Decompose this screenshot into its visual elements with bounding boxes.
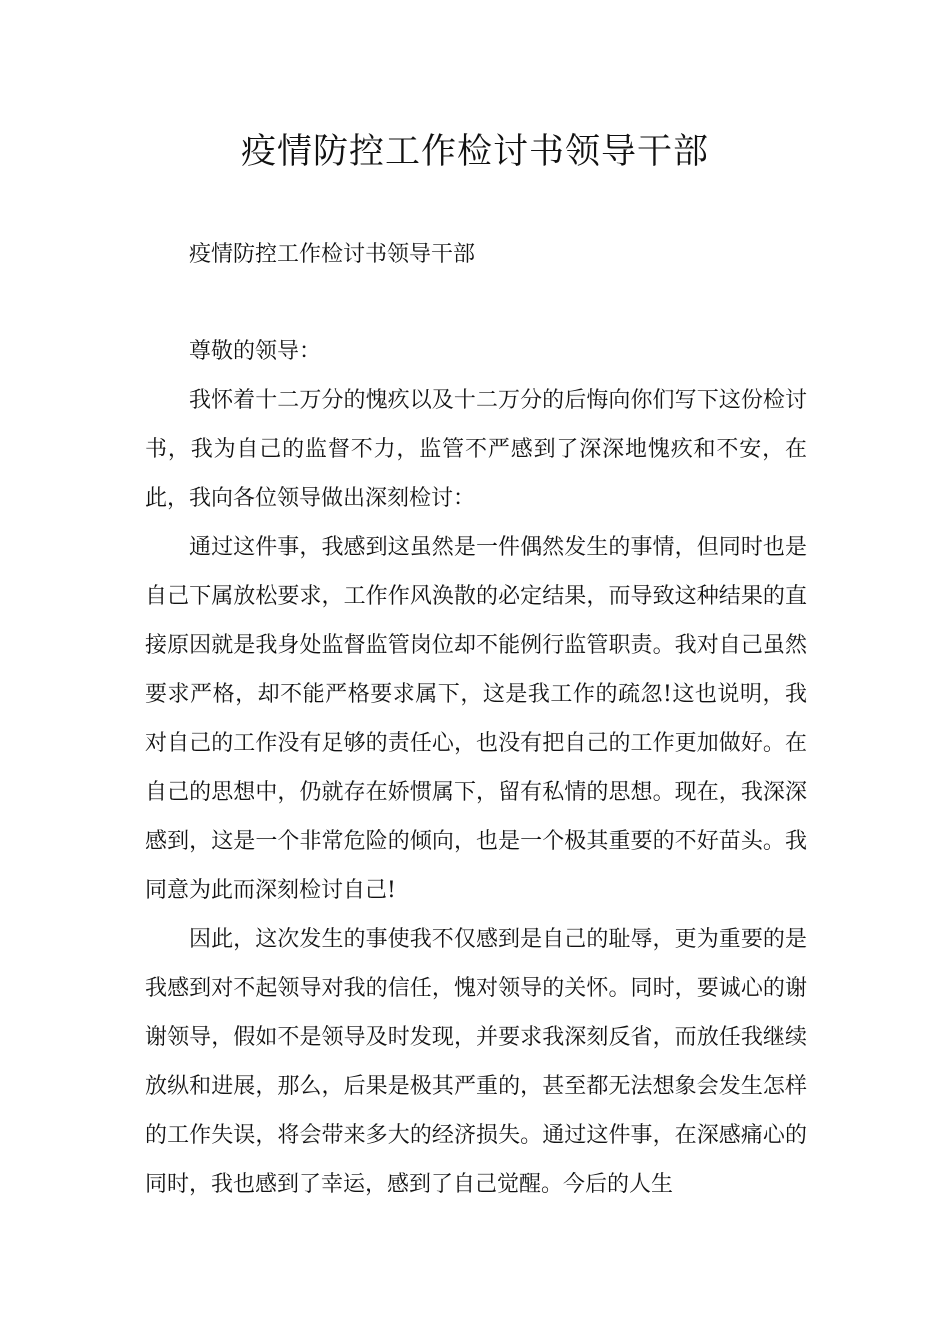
salutation: 尊敬的领导： <box>189 339 322 364</box>
body-paragraph: 我怀着十二万分的愧疚以及十二万分的后悔向你们写下这份检讨书，我为自己的监督不力，监管不严感到了深深地愧疚和不安，在此，我向各位领导做出深刻检讨： <box>145 388 807 511</box>
document-subtitle: 疫情防控工作检讨书领导干部 <box>189 242 476 267</box>
document-title: 疫情防控工作检讨书领导干部 <box>240 132 709 172</box>
body-paragraph: 因此，这次发生的事使我不仅感到是自己的耻辱，更为重要的是我感到对不起领导对我的信任，愧对领导的关怀。同时，要诚心的谢谢领导，假如不是领导及时发现，并要求我深刻反省，而放任我继续放纵和进展，那么，后果是极其严重的，甚至都无法想象会发生怎样的工作失误，将会带来多大的经济损失。通过这件事，在深感痛心的同时，我也感到了幸运，感到了自己觉醒。今后的人生 <box>145 927 807 1197</box>
body-paragraph: 通过这件事，我感到这虽然是一件偶然发生的事情，但同时也是自己下属放松要求，工作作风涣散的必定结果，而导致这种结果的直接原因就是我身处监督监管岗位却不能例行监管职责。我对自己虽然要求严格，却不能严格要求属下，这是我工作的疏忽!这也说明，我对自己的工作没有足够的责任心，也没有把自己的工作更加做好。在自己的思想中，仍就存在娇惯属下，留有私情的思想。现在，我深深感到，这是一个非常危险的倾向，也是一个极其重要的不好苗头。我同意为此而深刻检讨自己! <box>145 535 807 903</box>
